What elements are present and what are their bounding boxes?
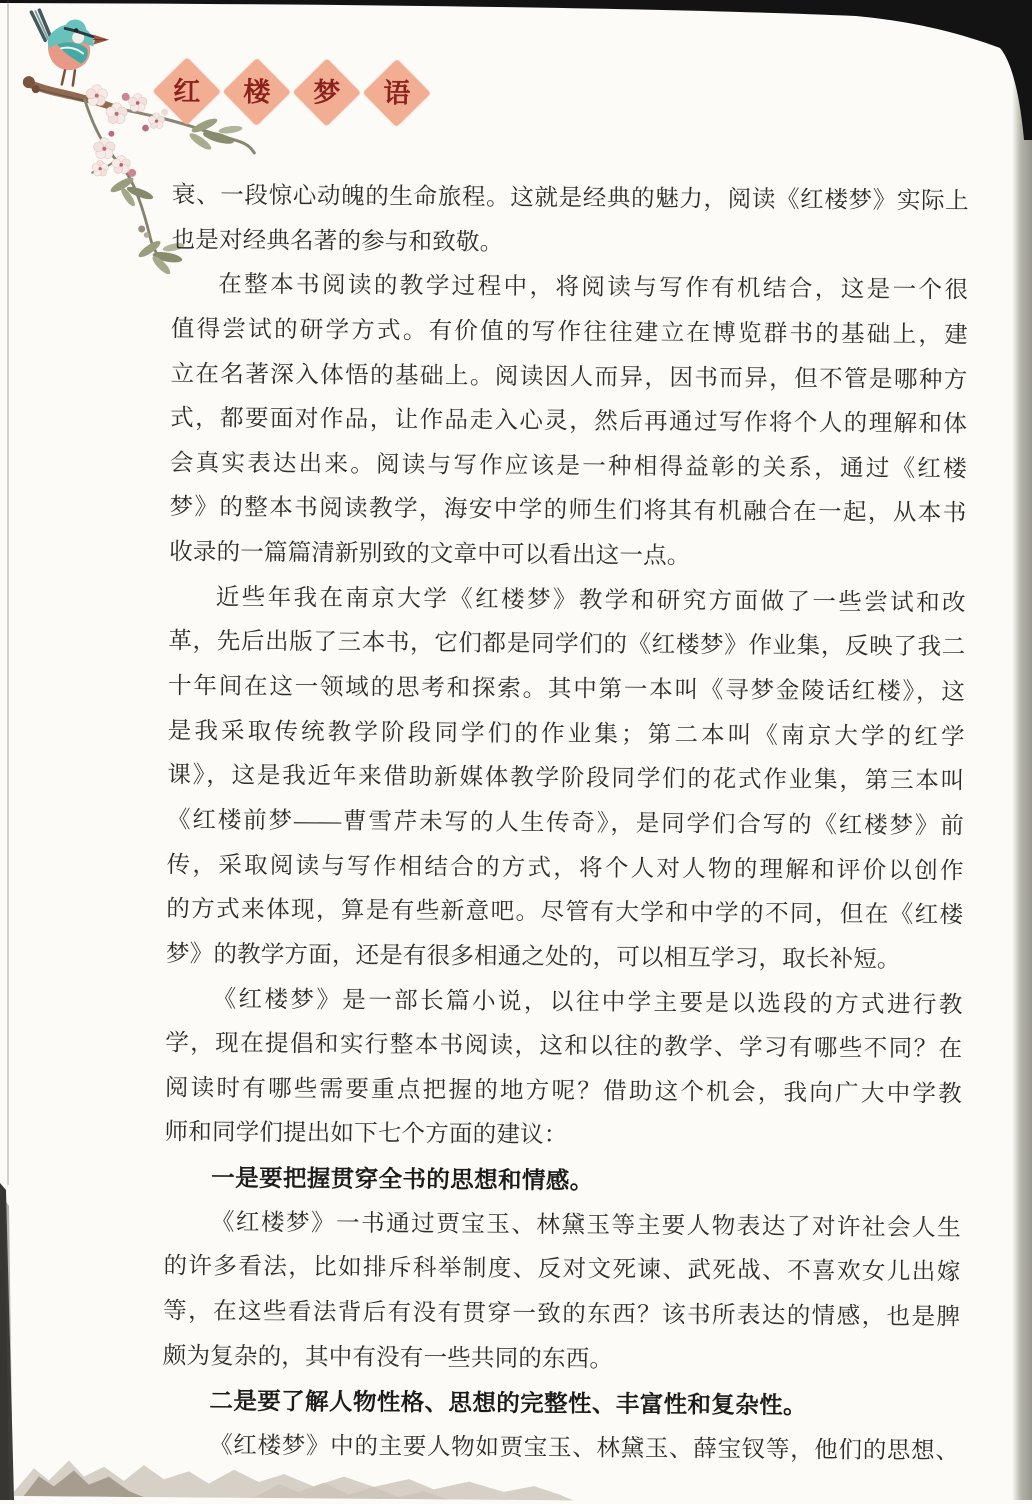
page-corner-shadow-bottom-left bbox=[0, 1170, 20, 1500]
text-line: 近些年我在南京大学《红楼梦》教学和研究方面做了一些尝试和改 bbox=[215, 584, 966, 617]
text-line: 《红楼梦》中的主要人物如贾宝玉、林黛玉、薛宝钗等，他们的思想、 bbox=[209, 1432, 960, 1465]
text-line: 会真实表达出来。阅读与写作应该是一种相得益彰的关系，通过《红楼 bbox=[169, 450, 967, 483]
text-line: 革，先后出版了三本书，它们都是同学们的《红楼梦》作业集，反映了我二 bbox=[168, 628, 966, 661]
title-char: 红 bbox=[173, 75, 201, 107]
text-line: 值得尝试的研学方式。有价值的写作往往建立在博览群书的基础上，建 bbox=[170, 316, 968, 349]
title-char: 梦 bbox=[313, 76, 341, 109]
text-line: 颇为复杂的，其中有没有一些共同的东西。 bbox=[162, 1342, 614, 1373]
text-line: 收录的一篇篇清新别致的文章中可以看出这一点。 bbox=[169, 539, 691, 570]
text-line: 梦》的教学方面，还是有很多相通之处的，可以相互学习，取长补短。 bbox=[165, 941, 901, 973]
text-line: 师和同学们提出如下七个方面的建议： bbox=[164, 1119, 568, 1149]
mountain-watercolor bbox=[14, 1448, 574, 1500]
text-line: 《红楼前梦——曹雪芹未写的人生传奇》，是同学们合写的《红楼梦》前 bbox=[166, 807, 965, 840]
text-line: 衰、一段惊心动魄的生命旅程。这就是经典的魅力，阅读《红楼梦》实际上 bbox=[171, 182, 970, 215]
text-line: 十年间在这一领域的思考和探索。其中第一本叫《寻梦金陵话红楼》，这 bbox=[167, 673, 966, 706]
title-char: 楼 bbox=[243, 76, 271, 108]
title-char: 语 bbox=[383, 77, 411, 109]
text-line: 阅读时有哪些需要重点把握的地方呢？借助这个机会，我向广大中学教 bbox=[164, 1075, 963, 1108]
text-line: 《红楼梦》一书通过贾宝玉、林黛玉等主要人物表达了对许社会人生 bbox=[210, 1209, 961, 1242]
text-line: 的方式来体现，算是有些新意吧。尽管有大学和中学的不同，但在《红楼 bbox=[166, 896, 964, 929]
text-line: 式，都要面对作品，让作品走入心灵，然后再通过写作将个人的理解和体 bbox=[170, 405, 968, 438]
page-edge-right bbox=[1012, 0, 1032, 1500]
text-line: 学，现在提倡和实行整本书阅读，这和以往的教学、学习有哪些不同？在 bbox=[165, 1030, 963, 1063]
text-line: 课》，这是我近年来借助新媒体教学阶段同学们的花式作业集，第三本叫 bbox=[167, 762, 965, 795]
text-line: 在整本书阅读的教学过程中，将阅读与写作有机结合，这是一个很 bbox=[218, 271, 969, 304]
text-line: 等，在这些看法背后有没有贯穿一致的东西？该书所表达的情感，也是脾 bbox=[163, 1298, 961, 1331]
text-line: 《红楼梦》是一部长篇小说，以往中学主要是以选段的方式进行教 bbox=[212, 986, 963, 1019]
section-heading: 一是要把握贯穿全书的思想和情感。 bbox=[211, 1163, 594, 1195]
text-line: 梦》的整本书阅读教学，海安中学的师生们将其有机融合在一起，从本书 bbox=[169, 494, 967, 527]
page-edge-left-shadow bbox=[7, 0, 9, 1185]
text-line: 立在名著深入体悟的基础上。阅读因人而异，因书而异，但不管是哪种方 bbox=[170, 360, 968, 394]
text-line: 传，采取阅读与写作相结合的方式，将个人对人物的理解和评价以创作 bbox=[166, 851, 964, 885]
body-text bbox=[162, 173, 969, 1474]
text-line: 也是对经典名著的参与和致敬。 bbox=[171, 226, 504, 256]
photo-edge-top bbox=[0, 0, 1032, 140]
text-line: 的许多看法，比如排斥科举制度、反对文死谏、武死战、不喜欢女儿出嫁 bbox=[163, 1253, 961, 1286]
text-line: 是我采取传统教学阶段同学们的作业集；第二本叫《南京大学的红学 bbox=[167, 717, 965, 751]
section-heading: 二是要了解人物性格、思想的完整性、丰富性和复杂性。 bbox=[209, 1386, 808, 1420]
